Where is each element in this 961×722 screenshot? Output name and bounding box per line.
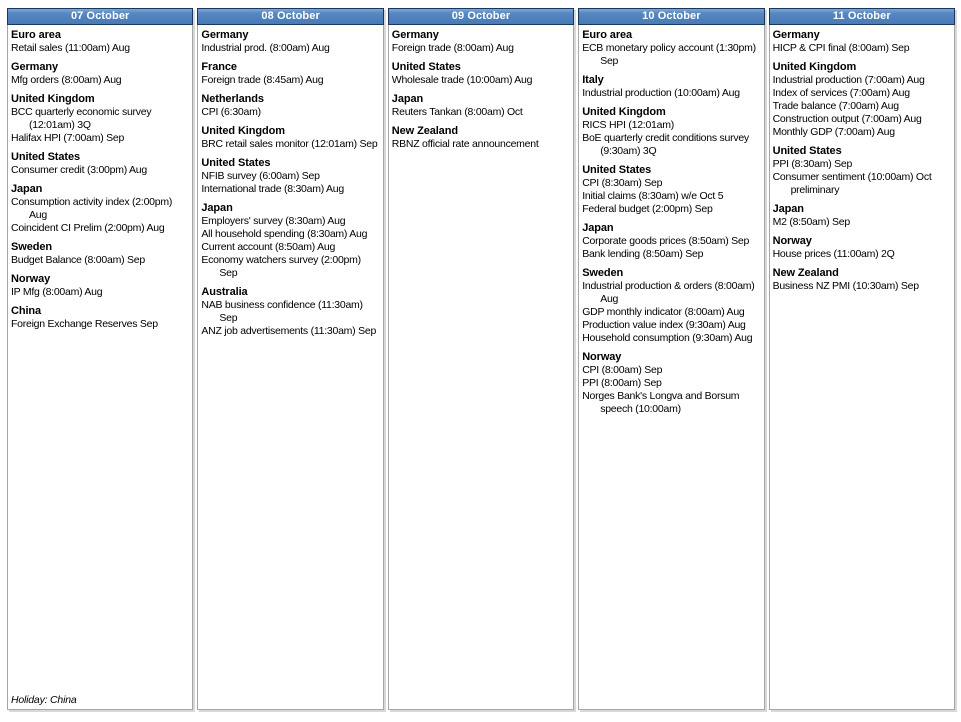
country-name: Germany: [772, 29, 820, 41]
country-name: Japan: [582, 222, 614, 234]
event-item: Corporate goods prices (8:50am) Sep: [582, 235, 750, 247]
country-block: [582, 350, 760, 416]
country-block: [11, 240, 189, 267]
country-block: [201, 92, 379, 119]
column-header-date: 07 October: [7, 8, 193, 25]
country-block: [201, 285, 379, 338]
country-name: United States: [11, 151, 80, 163]
country-name: Japan: [772, 203, 804, 215]
event-item: Consumer sentiment (10:00am) Oct preliminary: [772, 171, 932, 196]
country-block: [11, 304, 189, 331]
event-item: HICP & CPI final (8:00am) Sep: [772, 42, 910, 54]
country-block: [201, 60, 379, 87]
country-block: [582, 266, 760, 345]
country-name: Japan: [11, 183, 43, 195]
calendar-column-08-october: [197, 8, 383, 710]
country-block: [11, 28, 189, 55]
country-block: [392, 124, 570, 151]
event-item: BRC retail sales monitor (12:01am) Sep: [201, 138, 378, 150]
country-name: Germany: [201, 29, 249, 41]
country-name: China: [11, 305, 42, 317]
country-name: Germany: [391, 29, 439, 41]
event-item: NFIB survey (6:00am) Sep: [201, 170, 320, 182]
country-block: [201, 201, 379, 280]
event-item: Foreign trade (8:00am) Aug: [391, 42, 514, 54]
country-name: United States: [582, 164, 652, 176]
country-name: Japan: [201, 202, 233, 214]
event-item: RBNZ official rate announcement: [391, 138, 539, 150]
event-item: IP Mfg (8:00am) Aug: [11, 286, 103, 298]
event-item: Mfg orders (8:00am) Aug: [11, 74, 122, 86]
event-item: Index of services (7:00am) Aug: [772, 87, 910, 99]
country-name: Japan: [391, 93, 424, 105]
country-name: France: [201, 61, 237, 73]
country-block: [582, 73, 760, 100]
country-name: New Zealand: [391, 125, 458, 137]
country-block: [582, 221, 760, 261]
event-item: Budget Balance (8:00am) Sep: [11, 254, 145, 266]
country-name: United States: [391, 61, 461, 73]
country-name: Australia: [201, 286, 248, 298]
event-item: ANZ job advertisements (11:30am) Sep: [201, 325, 377, 337]
country-name: United Kingdom: [772, 61, 857, 73]
column-header-date: 09 October: [388, 8, 574, 25]
event-item: Construction output (7:00am) Aug: [772, 113, 922, 125]
column-body: [769, 25, 955, 710]
event-item: BCC quarterly economic survey (12:01am) 3Q: [11, 106, 152, 131]
calendar-column-09-october: [388, 8, 574, 710]
country-block: [392, 60, 570, 87]
event-item: Industrial production (7:00am) Aug: [772, 74, 925, 86]
event-item: BoE quarterly credit conditions survey (9:30am) 3Q: [582, 132, 749, 157]
event-item: Industrial prod. (8:00am) Aug: [201, 42, 330, 54]
country-block: [11, 60, 189, 87]
country-block: [582, 28, 760, 68]
event-item: CPI (8:00am) Sep: [582, 364, 663, 376]
event-item: Industrial production (10:00am) Aug: [582, 87, 740, 99]
event-item: PPI (8:30am) Sep: [772, 158, 853, 170]
event-item: Employers' survey (8:30am) Aug: [201, 215, 346, 227]
country-block: [773, 234, 951, 261]
event-item: Production value index (9:30am) Aug: [582, 319, 746, 331]
event-item: Current account (8:50am) Aug: [201, 241, 336, 253]
calendar-column-10-october: [578, 8, 764, 710]
event-item: NAB business confidence (11:30am) Sep: [201, 299, 363, 324]
country-name: United Kingdom: [11, 93, 95, 105]
event-item: Industrial production & orders (8:00am) Aug: [582, 280, 755, 305]
column-header-date: 10 October: [578, 8, 764, 25]
country-block: [201, 156, 379, 196]
event-item: Foreign trade (8:45am) Aug: [201, 74, 324, 86]
country-block: [11, 272, 189, 299]
country-block: [392, 28, 570, 55]
country-block: [773, 144, 951, 197]
event-item: CPI (8:30am) Sep: [582, 177, 663, 189]
column-body: [388, 25, 574, 710]
event-item: Trade balance (7:00am) Aug: [772, 100, 899, 112]
event-item: Economy watchers survey (2:00pm) Sep: [201, 254, 361, 279]
country-block: [773, 60, 951, 139]
country-block: [582, 105, 760, 158]
country-name: United Kingdom: [582, 106, 666, 118]
column-body: [7, 25, 193, 710]
event-item: Consumer credit (3:00pm) Aug: [11, 164, 147, 176]
country-name: Netherlands: [201, 93, 264, 105]
column-header-date: 08 October: [197, 8, 383, 25]
country-block: [201, 28, 379, 55]
country-block: [773, 202, 951, 229]
country-name: New Zealand: [772, 267, 839, 279]
event-item: GDP monthly indicator (8:00am) Aug: [582, 306, 745, 318]
country-block: [773, 266, 951, 293]
country-name: United States: [201, 157, 271, 169]
event-item: Retail sales (11:00am) Aug: [11, 42, 130, 54]
country-name: Norway: [582, 351, 622, 363]
country-name: United States: [772, 145, 842, 157]
event-item: Coincident CI Prelim (2:00pm) Aug: [11, 222, 165, 234]
country-name: Euro area: [11, 29, 61, 41]
country-block: [11, 150, 189, 177]
country-block: [392, 92, 570, 119]
event-item: PPI (8:00am) Sep: [582, 377, 662, 389]
country-name: Norway: [772, 235, 812, 247]
event-item: Business NZ PMI (10:30am) Sep: [772, 280, 919, 292]
country-name: Euro area: [582, 29, 633, 41]
event-item: Federal budget (2:00pm) Sep: [582, 203, 713, 215]
country-block: [11, 92, 189, 145]
event-item: CPI (6:30am): [201, 106, 261, 118]
country-name: Sweden: [11, 241, 52, 253]
column-body: [578, 25, 764, 710]
country-block: [201, 124, 379, 151]
country-name: Italy: [582, 74, 604, 86]
event-item: Reuters Tankan (8:00am) Oct: [391, 106, 523, 118]
event-item: Foreign Exchange Reserves Sep: [11, 318, 158, 330]
country-block: [11, 182, 189, 235]
calendar-column-07-october: [7, 8, 193, 710]
event-item: Wholesale trade (10:00am) Aug: [391, 74, 533, 86]
event-item: ECB monetary policy account (1:30pm) Sep: [582, 42, 756, 67]
event-item: Initial claims (8:30am) w/e Oct 5: [582, 190, 724, 202]
country-name: Germany: [11, 61, 58, 73]
holiday-note: Holiday: China: [11, 694, 77, 706]
event-item: RICS HPI (12:01am): [582, 119, 674, 131]
event-item: All household spending (8:30am) Aug: [201, 228, 368, 240]
event-item: Norges Bank's Longva and Borsum speech (10:00am): [582, 390, 740, 415]
event-item: Halifax HPI (7:00am) Sep: [11, 132, 125, 144]
column-header-date: 11 October: [769, 8, 955, 25]
country-name: United Kingdom: [201, 125, 285, 137]
event-item: Household consumption (9:30am) Aug: [582, 332, 753, 344]
event-item: Bank lending (8:50am) Sep: [582, 248, 704, 260]
country-name: Sweden: [582, 267, 624, 279]
event-item: International trade (8:30am) Aug: [201, 183, 344, 195]
event-item: Consumption activity index (2:00pm) Aug: [11, 196, 173, 221]
country-name: Norway: [11, 273, 51, 285]
economic-calendar: [7, 8, 955, 710]
column-body: [197, 25, 383, 710]
country-block: [582, 163, 760, 216]
calendar-column-11-october: [769, 8, 955, 710]
event-item: House prices (11:00am) 2Q: [772, 248, 895, 260]
event-item: M2 (8:50am) Sep: [772, 216, 850, 228]
event-item: Monthly GDP (7:00am) Aug: [772, 126, 895, 138]
country-block: [773, 28, 951, 55]
